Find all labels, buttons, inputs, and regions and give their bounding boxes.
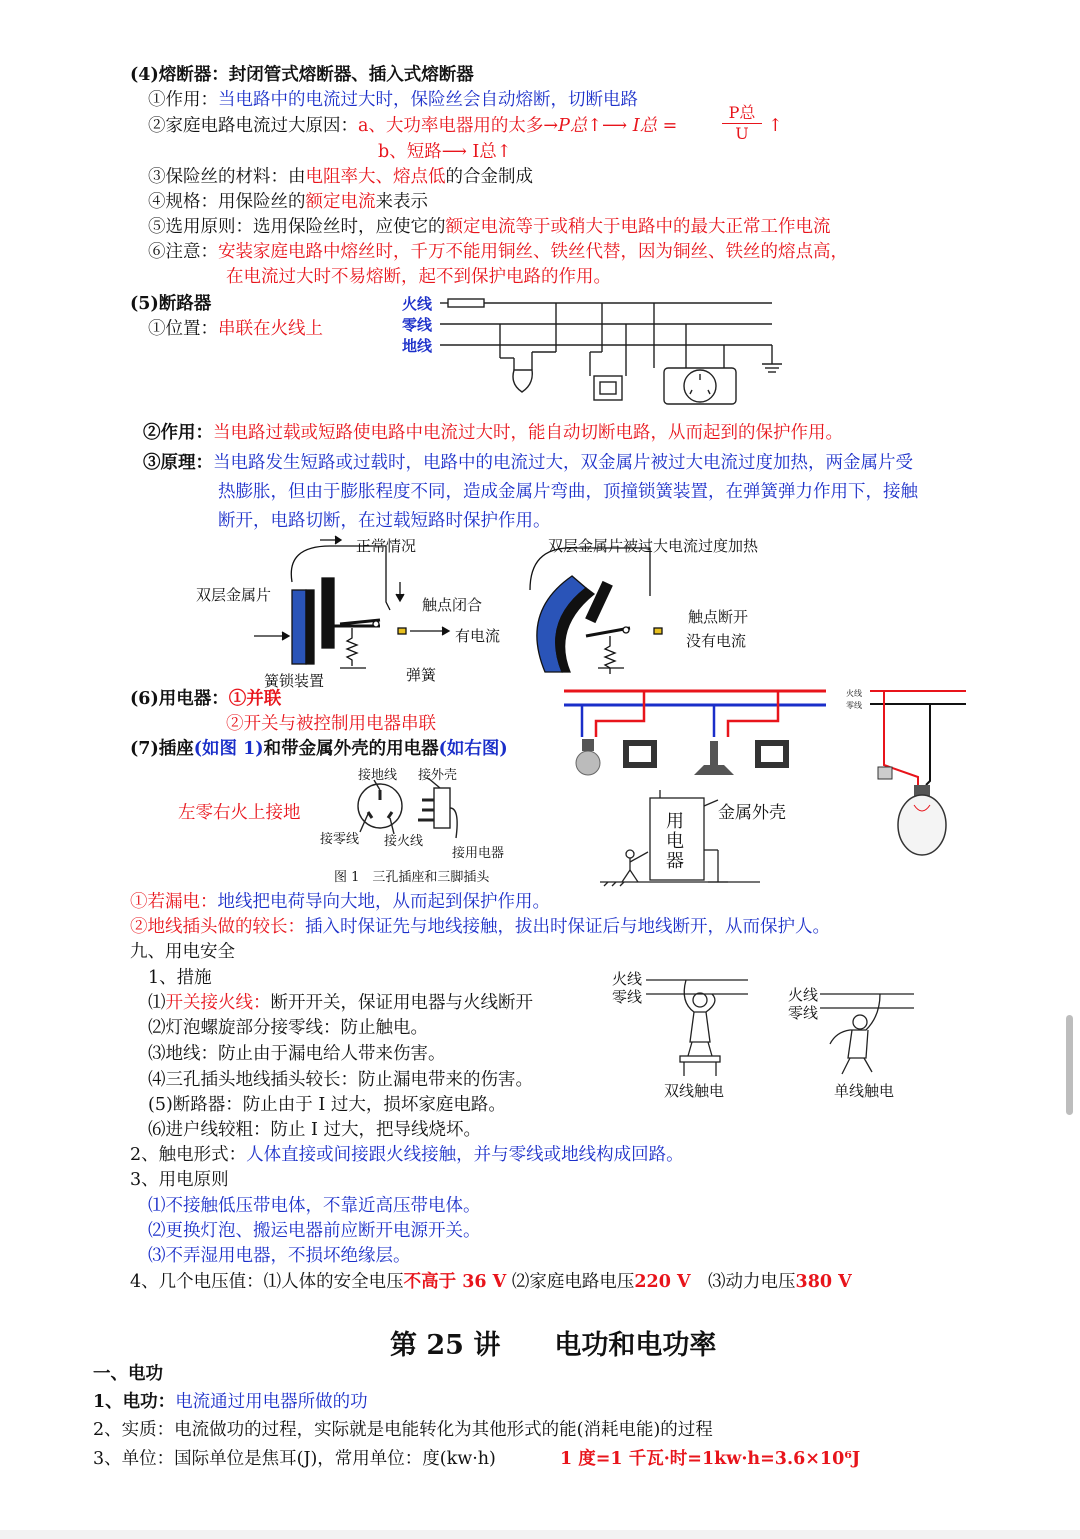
breaker-position: ①位置：串联在火线上 [148, 319, 323, 339]
fig-fire-1: 火线 [612, 970, 643, 988]
fig-zero-2: 零线 [788, 1004, 819, 1022]
parallel-wiring-diagram [560, 685, 830, 795]
def-work: 1、电功：电流通过用电器所做的功 [93, 1392, 368, 1412]
home-wiring-diagram [436, 292, 796, 407]
diag-spring: 弹簧 [406, 666, 437, 684]
breaker-principle-2: 热膨胀，但由于膨胀程度不同，造成金属片弯曲，顶撞锁簧装置，在弹簧弹力作用下，接触 [218, 482, 918, 502]
diag-closed: 触点闭合 [422, 596, 483, 614]
socket-rule: 左零右火上接地 [178, 803, 301, 823]
metal-shell-label: 金属外壳 [718, 803, 786, 823]
fuse-note: ⑥注意：安装家庭电路中熔丝时，千万不能用铜丝、铁丝代替，因为铜丝、铁丝的熔点高， [148, 242, 848, 262]
fuse-selection: ⑤选用原则：选用保险丝时，应使它的额定电流等于或稍大于电路中的最大正常工作电流 [148, 217, 831, 237]
diag-current: 有电流 [455, 627, 501, 645]
fuse-cause-a: ②家庭电路电流过大原因：a、大功率电器用的太多→P总↑⟶ I总 = [148, 116, 678, 136]
principle-heading: 3、用电原则 [130, 1170, 229, 1190]
diag-bimetal: 双层金属片 [196, 586, 272, 604]
diag-open: 触点断开 [688, 608, 749, 626]
lbl-zero: 接零线 [320, 832, 360, 847]
small-zero-label: 零线 [846, 701, 862, 710]
diag-heated: 双层金属片被过大电流过度加热 [548, 537, 759, 555]
fuse-note-cont: 在电流过大时不易熔断，起不到保护电路的作用。 [226, 267, 611, 287]
appliance-box-label: 用电器 [666, 811, 684, 872]
def-unit-conversion: 1 度=1 千瓦·时=1kw·h=3.6×10⁶J [560, 1449, 861, 1469]
lbl-fire: 接火线 [384, 834, 424, 849]
lbl-ground: 接地线 [358, 768, 398, 783]
wire-fire-label: 火线 [402, 295, 433, 313]
breaker-function: ②作用：当电路过载或短路使电路中电流过大时，能自动切断电路，从而起到的保护作用。 [143, 423, 843, 443]
measure-4: ⑷三孔插头地线插头较长：防止漏电带来的伤害。 [148, 1070, 533, 1090]
appliance-heading: (6)用电器：①并联 [130, 689, 282, 709]
fuse-heading: (4)熔断器：封闭管式熔断器、插入式熔断器 [130, 65, 474, 85]
voltage-values: 4、几个电压值：⑴人体的安全电压不高于 36 V ⑵家庭电路电压220 V ⑶动力电压380 V [130, 1272, 852, 1292]
fraction-arrow: ↑ [768, 116, 783, 136]
fig-single-caption: 单线触电 [834, 1082, 895, 1100]
wire-zero-label: 零线 [402, 316, 433, 334]
breaker-heading: (5)断路器 [130, 294, 212, 314]
lbl-shell: 接外壳 [418, 768, 458, 783]
measure-3: ⑶地线：防止由于漏电给人带来伤害。 [148, 1044, 446, 1064]
fig-zero-1: 零线 [612, 988, 643, 1006]
small-fire-label: 火线 [846, 689, 862, 698]
principle-3: ⑶不弄湿用电器，不损坏绝缘层。 [148, 1246, 411, 1266]
diag-lock: 簧锁装置 [264, 672, 325, 690]
measure-1: ⑴开关接火线：断开开关，保证用电器与火线断开 [148, 993, 533, 1013]
measure-6: ⑹进户线较粗：防止 I 过大，把导线烧坏。 [148, 1120, 482, 1140]
lamp-wiring-diagram [870, 685, 970, 865]
current-fraction [722, 100, 762, 143]
def-unit: 3、单位：国际单位是焦耳(J)，常用单位：度(kw·h) [93, 1449, 496, 1469]
appliance-switch: ②开关与被控制用电器串联 [226, 714, 436, 734]
principle-2: ⑵更换灯泡、搬运电器前应断开电源开关。 [148, 1221, 481, 1241]
shock-figures [640, 972, 920, 1080]
lbl-appliance: 接用电器 [452, 846, 505, 861]
socket-caption: 图 1 三孔插座和三脚插头 [334, 870, 490, 885]
fig-fire-2: 火线 [788, 986, 819, 1004]
measure-5: (5)断路器：防止由于 I 过大，损坏家庭电路。 [148, 1095, 506, 1115]
principle-1: ⑴不接触低压带电体，不靠近高压带电体。 [148, 1196, 481, 1216]
fuse-function: ①作用：当电路中的电流过大时，保险丝会自动熔断，切断电路 [148, 90, 638, 110]
diag-normal: 正常情况 [356, 537, 417, 555]
scrollbar-thumb[interactable] [1066, 1015, 1073, 1115]
fig-double-caption: 双线触电 [664, 1082, 725, 1100]
wire-ground-label: 地线 [402, 337, 433, 355]
def-essence: 2、实质：电流做功的过程，实际就是电能转化为其他形式的能(消耗电能)的过程 [93, 1420, 713, 1440]
measure-2: ⑵灯泡螺旋部分接零线：防止触电。 [148, 1018, 428, 1038]
fraction-denominator: U [722, 123, 762, 143]
leak-line: ①若漏电：地线把电荷导向大地，从而起到保护作用。 [130, 892, 550, 912]
long-pin-line: ②地线插头做的较长：插入时保证先与地线接触，拔出时保证后与地线断开，从而保护人。 [130, 917, 830, 937]
fuse-cause-b: b、短路⟶ I总↑ [378, 142, 512, 162]
shock-form: 2、触电形式：人体直接或间接跟火线接触，并与零线或地线构成回路。 [130, 1145, 684, 1165]
breaker-principle-3: 断开，电路切断，在过载短路时保护作用。 [218, 511, 551, 531]
socket-heading: (7)插座(如图 1)和带金属外壳的用电器(如右图) [130, 739, 508, 759]
measures-heading: 1、措施 [148, 968, 212, 988]
three-pin-socket-diagram [350, 778, 470, 842]
safety-heading: 九、用电安全 [130, 942, 235, 962]
fuse-material: ③保险丝的材料：由电阻率大、熔点低的合金制成 [148, 167, 533, 187]
section-electric-work: 一、电功 [93, 1364, 163, 1384]
breaker-principle: ③原理：当电路发生短路或过载时，电路中的电流过大，双金属片被过大电流过度加热，两金属片受 [143, 453, 913, 473]
diag-nocurrent: 没有电流 [686, 632, 747, 650]
fraction-numerator: P总 [728, 103, 756, 122]
fuse-spec: ④规格：用保险丝的额定电流来表示 [148, 192, 428, 212]
lecture-title: 第 25 讲 电功和电功率 [390, 1330, 717, 1361]
